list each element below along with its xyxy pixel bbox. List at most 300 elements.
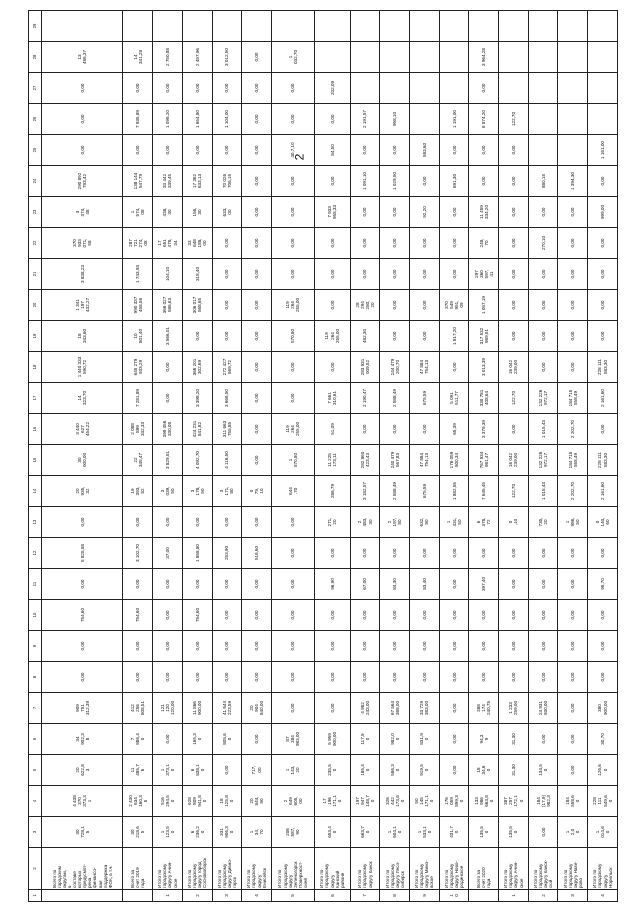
table-cell: 0,00 <box>528 352 558 383</box>
table-cell: 0,00 <box>499 414 529 445</box>
table-cell: 2 588,49 <box>380 383 410 414</box>
row-number: 1 <box>153 890 183 902</box>
table-cell: 717, 00 <box>242 755 272 786</box>
table-cell: 96,90 <box>314 569 350 600</box>
table-cell: 633, 00 <box>212 197 242 228</box>
table-cell: 253,90 <box>212 538 242 569</box>
table-cell: 0,00 <box>558 352 588 383</box>
table-row <box>182 11 212 902</box>
table-cell: 1 2,0 0 <box>558 817 588 848</box>
table-cell: 197 947 148,7 0 <box>350 786 380 817</box>
table-cell: 117,9 0 <box>350 724 380 755</box>
table-cell: 95,70 <box>588 569 618 600</box>
table-cell: 0,00 <box>469 600 499 631</box>
table-cell: 47 884 754,13 <box>410 352 440 383</box>
table-cell: 0,00 <box>242 259 272 290</box>
table-cell: 0,00 <box>242 600 272 631</box>
table-cell: 1 014,6 0 <box>588 817 618 848</box>
table-cell: 0,00 <box>314 290 350 321</box>
table-cell: 2 161,60 <box>588 383 618 414</box>
row-label: Всего за счет 2020 года <box>469 848 499 890</box>
table-cell: 370 549 951, 09 <box>439 290 469 321</box>
table-cell: 156, 30 <box>182 197 212 228</box>
table-cell: 0,00 <box>271 259 314 290</box>
table-cell: 0,00 <box>410 166 440 197</box>
table-cell: 0,00 <box>182 507 212 538</box>
table-cell-empty <box>410 104 440 135</box>
table-cell: 0,00 <box>558 755 588 786</box>
table-cell-empty <box>528 11 558 42</box>
table-cell: 397,40 <box>469 569 499 600</box>
column-number-header: 28 <box>29 42 42 73</box>
table-cell: 0,00 <box>242 383 272 414</box>
table-cell: 0,00 <box>271 166 314 197</box>
table-cell: 0,00 <box>350 600 380 631</box>
table-cell: 0,00 <box>439 631 469 662</box>
table-cell: 70 026 706,15 <box>212 166 242 197</box>
table-cell: 583,60 <box>410 135 440 166</box>
table-cell: 0,00 <box>469 135 499 166</box>
table-cell: 0,00 <box>242 290 272 321</box>
table-cell: 0,00 <box>153 352 183 383</box>
table-cell: 653,4 0 <box>314 817 350 848</box>
table-cell: 586,3 0 <box>380 755 410 786</box>
column-number-header: 22 <box>29 228 42 259</box>
table-cell: 0,00 <box>123 631 153 662</box>
table-cell: 0,00 <box>212 321 242 352</box>
table-row <box>212 11 242 902</box>
table-cell: 0,00 <box>242 104 272 135</box>
table-cell-empty <box>558 73 588 104</box>
table-cell: 0,00 <box>123 569 153 600</box>
row-label: Итого по городскому округу город Сосновоборск <box>182 848 212 890</box>
table-cell: 0,00 <box>212 507 242 538</box>
table-cell: 0,00 <box>153 724 183 755</box>
row-number: 7 <box>350 890 380 902</box>
table-cell-empty <box>588 73 618 104</box>
table-cell: 1 394,30 <box>558 166 588 197</box>
table-cell: 0,00 <box>271 538 314 569</box>
table-cell: 0,00 <box>439 259 469 290</box>
table-cell: 0,00 <box>469 73 499 104</box>
column-number-header: 1 <box>29 890 42 902</box>
table-cell: 0,00 <box>42 507 123 538</box>
table-cell: 0,00 <box>439 352 469 383</box>
table-cell: 0,00 <box>380 414 410 445</box>
table-cell: 0,00 <box>499 631 529 662</box>
table-cell: 399 456 330,08 <box>153 414 183 445</box>
page-number: 2 <box>292 153 307 161</box>
table-cell: 424 231 841,82 <box>182 414 212 445</box>
table-cell: 67,00 <box>350 569 380 600</box>
table-cell: 754,60 <box>182 600 212 631</box>
table-cell: 1 858,80 <box>182 538 212 569</box>
column-number-row <box>29 11 42 902</box>
table-cell-empty <box>558 11 588 42</box>
table-cell: 121 120 120,00 <box>153 693 183 724</box>
table-cell: 0,00 <box>314 662 350 693</box>
column-number-header: 8 <box>29 662 42 693</box>
table-cell: 0,00 <box>350 259 380 290</box>
table-cell: 3 039, 50 <box>153 476 183 507</box>
table-cell: 17 362 633,13 <box>182 166 212 197</box>
table-cell: 0,00 <box>242 228 272 259</box>
column-number-header: 26 <box>29 104 42 135</box>
table-cell: 0,00 <box>212 631 242 662</box>
table-cell: 165,3 0 <box>182 724 212 755</box>
table-cell: 431,7 0 <box>439 817 469 848</box>
row-label: Итого по городскому округу Дивно- горск <box>212 848 242 890</box>
table-cell: 0,00 <box>499 600 529 631</box>
table-cell: 30,70 <box>588 724 618 755</box>
table-cell-empty <box>153 11 183 42</box>
table-cell: 0,00 <box>123 73 153 104</box>
table-cell: 0,00 <box>380 662 410 693</box>
row-number <box>469 890 499 902</box>
table-cell: 318,40 <box>182 259 212 290</box>
table-cell: 0,00 <box>42 569 123 600</box>
table-cell: 286,79 <box>314 476 350 507</box>
table-cell: 1 091,10 <box>350 166 380 197</box>
table-cell: 330 781 408,64 <box>469 383 499 414</box>
column-number-header: 10 <box>29 600 42 631</box>
table-cell: 133 986 663,8 0 <box>469 786 499 817</box>
table-cell: 0,00 <box>271 631 314 662</box>
table-cell: 18 125,8 0 <box>212 786 242 817</box>
table-cell: 999,00 <box>588 197 618 228</box>
table-cell: 0,00 <box>153 135 183 166</box>
column-number-header: 24 <box>29 166 42 197</box>
row-number: 4 <box>588 890 618 902</box>
table-cell: 2 202,70 <box>558 414 588 445</box>
table-cell: 0,00 <box>123 662 153 693</box>
table-cell: 0,00 <box>242 352 272 383</box>
table-cell: 3 013,39 <box>469 352 499 383</box>
table-cell: 11 866 900,00 <box>182 693 212 724</box>
table-cell: 2 457,96 <box>182 42 212 73</box>
table-cell-empty <box>528 42 558 73</box>
table-cell-empty <box>42 11 123 42</box>
table-cell: 0,00 <box>242 662 272 693</box>
table-cell-empty <box>123 11 153 42</box>
table-cell: 40,7,10 <box>271 135 314 166</box>
table-cell: 4 438 370 373,3 1 <box>42 786 123 817</box>
table-cell: 0,00 <box>588 600 618 631</box>
table-cell: 33 442 339,45 <box>153 166 183 197</box>
table-cell: 122,70 <box>499 476 529 507</box>
table-cell: 4 092,70 <box>182 445 212 476</box>
row-label: Итого по городскому округу Канск <box>350 848 380 890</box>
table-row <box>271 11 314 902</box>
table-cell: 438, 30 <box>153 197 183 228</box>
table-cell: 0,00 <box>528 321 558 352</box>
table-cell: 0,00 <box>271 569 314 600</box>
table-cell: 0,00 <box>410 631 440 662</box>
table-cell: 0,00 <box>182 73 212 104</box>
table-cell-empty <box>499 42 529 73</box>
table-cell: 0,00 <box>212 290 242 321</box>
table-cell: 3 440 627 454,22 <box>42 414 123 445</box>
table-cell: 0,00 <box>588 631 618 662</box>
table-cell: 380 900,00 <box>588 693 618 724</box>
table-cell: 0,00 <box>212 569 242 600</box>
table-cell: 0,00 <box>588 538 618 569</box>
budget-table-sheet <box>28 10 618 902</box>
table-cell: 0,00 <box>410 662 440 693</box>
table-cell: 0,00 <box>410 228 440 259</box>
table-cell: 6 874,20 <box>469 104 499 135</box>
table-cell: 3 829,51 <box>153 445 183 476</box>
table-cell: 0,00 <box>314 600 350 631</box>
column-number-header: 15 <box>29 445 42 476</box>
table-cell: 691,30 <box>439 166 469 197</box>
table-cell: 0,00 <box>314 166 350 197</box>
table-cell: 0,00 <box>182 662 212 693</box>
table-cell: 7 281,89 <box>123 383 153 414</box>
table-cell: 0,00 <box>271 507 314 538</box>
table-row <box>153 11 183 902</box>
table-cell: 283 931 009,52 <box>350 352 380 383</box>
table-cell: 0,00 <box>558 197 588 228</box>
table-cell: 326 442 173,6 0 <box>380 786 410 817</box>
table-cell: 0,00 <box>242 73 272 104</box>
table-cell: 0,00 <box>242 414 272 445</box>
table-cell: 41 644 223,59 <box>212 693 242 724</box>
table-cell: 1 015,43 <box>528 476 558 507</box>
table-cell: 37,00 <box>153 538 183 569</box>
table-cell-empty <box>499 11 529 42</box>
table-row <box>499 11 529 902</box>
column-number-header: 6 <box>29 724 42 755</box>
table-cell: 248, 70 <box>469 228 499 259</box>
table-cell: 0,00 <box>212 73 242 104</box>
table-cell-empty <box>588 104 618 135</box>
table-cell: 0,00 <box>528 538 558 569</box>
table-cell: 0,00 <box>380 135 410 166</box>
table-cell: 244 479 200,70 <box>380 352 410 383</box>
row-number: 4 <box>242 890 272 902</box>
table-cell-empty <box>558 42 588 73</box>
table-cell: 7 661 310,61 <box>314 383 350 414</box>
table-cell: 0,00 <box>380 290 410 321</box>
table-cell: 1 986, 50 <box>558 507 588 538</box>
table-cell: 516,60 <box>242 538 272 569</box>
table-cell: 11 225 173,11 <box>314 445 350 476</box>
table-cell: 0,00 <box>242 197 272 228</box>
table-cell: 0,00 <box>499 166 529 197</box>
table-cell-empty <box>271 11 314 42</box>
column-number-header: 13 <box>29 507 42 538</box>
table-cell: 0,00 <box>212 135 242 166</box>
row-label: Итого по городскому округу Мино- вское <box>410 848 440 890</box>
table-cell: 20 904 840,00 <box>242 693 272 724</box>
column-number-header: 17 <box>29 383 42 414</box>
table-cell: 33 729 383,00 <box>410 693 440 724</box>
table-row <box>558 11 588 902</box>
table-cell: 0,00 <box>380 321 410 352</box>
table-cell: 14 323,70 <box>42 383 123 414</box>
table-cell: 5 959 900,00 <box>314 724 350 755</box>
table-cell: 0,00 <box>439 228 469 259</box>
table-cell: 754,60 <box>123 600 153 631</box>
table-cell: 2 483, 30 <box>350 507 380 538</box>
table-cell: 2 190,47 <box>350 383 380 414</box>
table-cell: 31,30 <box>499 724 529 755</box>
table-cell: 628 809 941,8 0 <box>182 786 212 817</box>
table-cell: 1 098,20 <box>153 104 183 135</box>
table-cell: 0,00 <box>153 662 183 693</box>
table-cell-empty <box>380 73 410 104</box>
table-cell: 3 102,70 <box>123 538 153 569</box>
table-row <box>410 11 440 902</box>
table-cell-empty <box>410 42 440 73</box>
table-cell: 0,00 <box>558 259 588 290</box>
table-cell: 0,00 <box>558 569 588 600</box>
table-cell: 0,00 <box>182 569 212 600</box>
table-cell-empty <box>588 42 618 73</box>
table-cell: 0,00 <box>350 414 380 445</box>
table-cell: 0,00 <box>588 321 618 352</box>
table-cell: 20 935, 32 <box>42 476 123 507</box>
table-cell: 20 622,8 3 <box>42 755 123 786</box>
table-cell: 1 817,20 <box>439 321 469 352</box>
table-cell-empty <box>558 104 588 135</box>
table-cell: 2 161,60 <box>588 476 618 507</box>
table-cell: 909 751 312,39 <box>42 693 123 724</box>
table-cell-empty <box>182 11 212 42</box>
table-cell: 28 294 280, 20 <box>350 290 380 321</box>
table-cell: 1 431, 50 <box>439 507 469 538</box>
row-label: Итого по городскому округу Зеленогорск Поверхност- сией <box>271 848 314 890</box>
table-cell: 0,00 <box>499 228 529 259</box>
table-cell: 0,00 <box>350 538 380 569</box>
table-cell: 0,00 <box>123 507 153 538</box>
table-cell: 0,00 <box>528 569 558 600</box>
table-cell: 0,00 <box>153 73 183 104</box>
table-cell: 0,00 <box>271 662 314 693</box>
table-cell: 18 34,6 0 <box>469 755 499 786</box>
table-cell: 675,59 <box>410 383 440 414</box>
table-cell: 0,00 <box>439 600 469 631</box>
table-cell: 6 236,2 0 <box>182 817 212 848</box>
table-cell: 0,00 <box>528 259 558 290</box>
table-cell: 67 564 388,00 <box>380 693 410 724</box>
table-cell: 1 029,50 <box>380 166 410 197</box>
row-number: 6 <box>314 890 350 902</box>
table-cell: 1 015,43 <box>528 414 558 445</box>
table-cell: 134,5 0 <box>528 755 558 786</box>
table-cell: 132 226 972,17 <box>528 445 558 476</box>
table-cell: 0,00 <box>350 228 380 259</box>
row-number: 3 <box>212 890 242 902</box>
row-number: 1 <box>499 890 529 902</box>
table-cell: 16 042 239,00 <box>499 352 529 383</box>
table-cell: 0,00 <box>499 662 529 693</box>
table-cell: 0,00 <box>242 507 272 538</box>
table-cell: 0,00 <box>380 600 410 631</box>
table-cell: 0,00 <box>242 445 272 476</box>
table-cell: 184 558,6 0 <box>558 786 588 817</box>
table-cell: 0,00 <box>380 538 410 569</box>
table-cell: 331 906,3 0 <box>212 817 242 848</box>
table-cell: 366 201 302,69 <box>182 352 212 383</box>
table-cell: 3 964,28 <box>469 42 499 73</box>
table-cell: 0,00 <box>588 228 618 259</box>
table-cell: 0,00 <box>469 166 499 197</box>
table-cell: 805,6 0 <box>212 724 242 755</box>
table-cell: 87 384 983,00 <box>271 724 314 755</box>
table-cell: 0,00 <box>410 290 440 321</box>
table-cell: 0,00 <box>528 724 558 755</box>
table-cell: 126,6 0 <box>588 755 618 786</box>
table-cell: 0 79, 10 <box>242 476 272 507</box>
table-cell: 4 116,50 <box>212 445 242 476</box>
table-cell: 5 825,58 <box>42 538 123 569</box>
table-cell: 3 374, 48 <box>42 197 123 228</box>
table-cell: 0,00 <box>42 662 123 693</box>
row-label: Всего за счет 2019 года <box>123 848 153 890</box>
table-cell: 0,00 <box>271 352 314 383</box>
table-cell: 24 931 930,00 <box>528 693 558 724</box>
table-cell: 0,00 <box>380 197 410 228</box>
table-cell: 2 430 634 160,3 5 <box>123 786 153 817</box>
table-cell: 0,00 <box>212 755 242 786</box>
table-cell: 0,00 <box>588 414 618 445</box>
table-cell: 5 091 511,77 <box>439 383 469 414</box>
table-cell: 3 838,23 <box>42 259 123 290</box>
table-cell: 2 191,57 <box>350 104 380 135</box>
table-cell: 0,00 <box>499 197 529 228</box>
row-number <box>123 890 153 902</box>
table-cell: 0,00 <box>469 538 499 569</box>
table-cell: 272 427 569,72 <box>212 352 242 383</box>
table-cell: 0,00 <box>242 42 272 73</box>
table-cell: 0,00 <box>499 321 529 352</box>
table-cell: 632, 80 <box>410 507 440 538</box>
table-cell: 0,00 <box>410 600 440 631</box>
table-cell: 1 104,00 <box>212 104 242 135</box>
table-cell: 22 345,47 <box>123 445 153 476</box>
table-cell: 0,00 <box>499 569 529 600</box>
table-row <box>42 11 123 902</box>
table-cell: 92,20 <box>410 197 440 228</box>
table-cell: 0,00 <box>499 290 529 321</box>
table-cell: 135,5 0 <box>499 817 529 848</box>
table-cell: 982,0 0 <box>380 724 410 755</box>
table-cell: 0,00 <box>558 693 588 724</box>
column-number-header: 11 <box>29 569 42 600</box>
table-cell-empty <box>588 11 618 42</box>
table-cell: 3 566,01 <box>153 321 183 352</box>
table-cell: 0,00 <box>350 631 380 662</box>
row-number: 5 <box>271 890 314 902</box>
table-cell: 1 057,19 <box>469 290 499 321</box>
table-cell: 0,00 <box>271 693 314 724</box>
row-label: Итого по городскому округу Ачин- ское <box>499 848 529 890</box>
table-cell: 0,00 <box>153 569 183 600</box>
table-cell-empty <box>528 135 558 166</box>
table-cell: 1 191,00 <box>439 104 469 135</box>
table-cell: 482,30 <box>350 321 380 352</box>
row-label: Всего по городским округам, в составе которых предусмот- рена финансо- вая поддержка ФОК, в т.ч. <box>42 848 123 890</box>
table-cell: 176 059 800,34 <box>439 445 469 476</box>
table-cell: 17 651 478, 34 <box>153 228 183 259</box>
column-number-header: 12 <box>29 538 42 569</box>
table-cell: 1 143, 20 <box>271 755 314 786</box>
table-cell: 1 654,80 <box>182 104 212 135</box>
table-cell: 0,00 <box>439 755 469 786</box>
table-cell: 1 341 197 432,27 <box>42 290 123 321</box>
